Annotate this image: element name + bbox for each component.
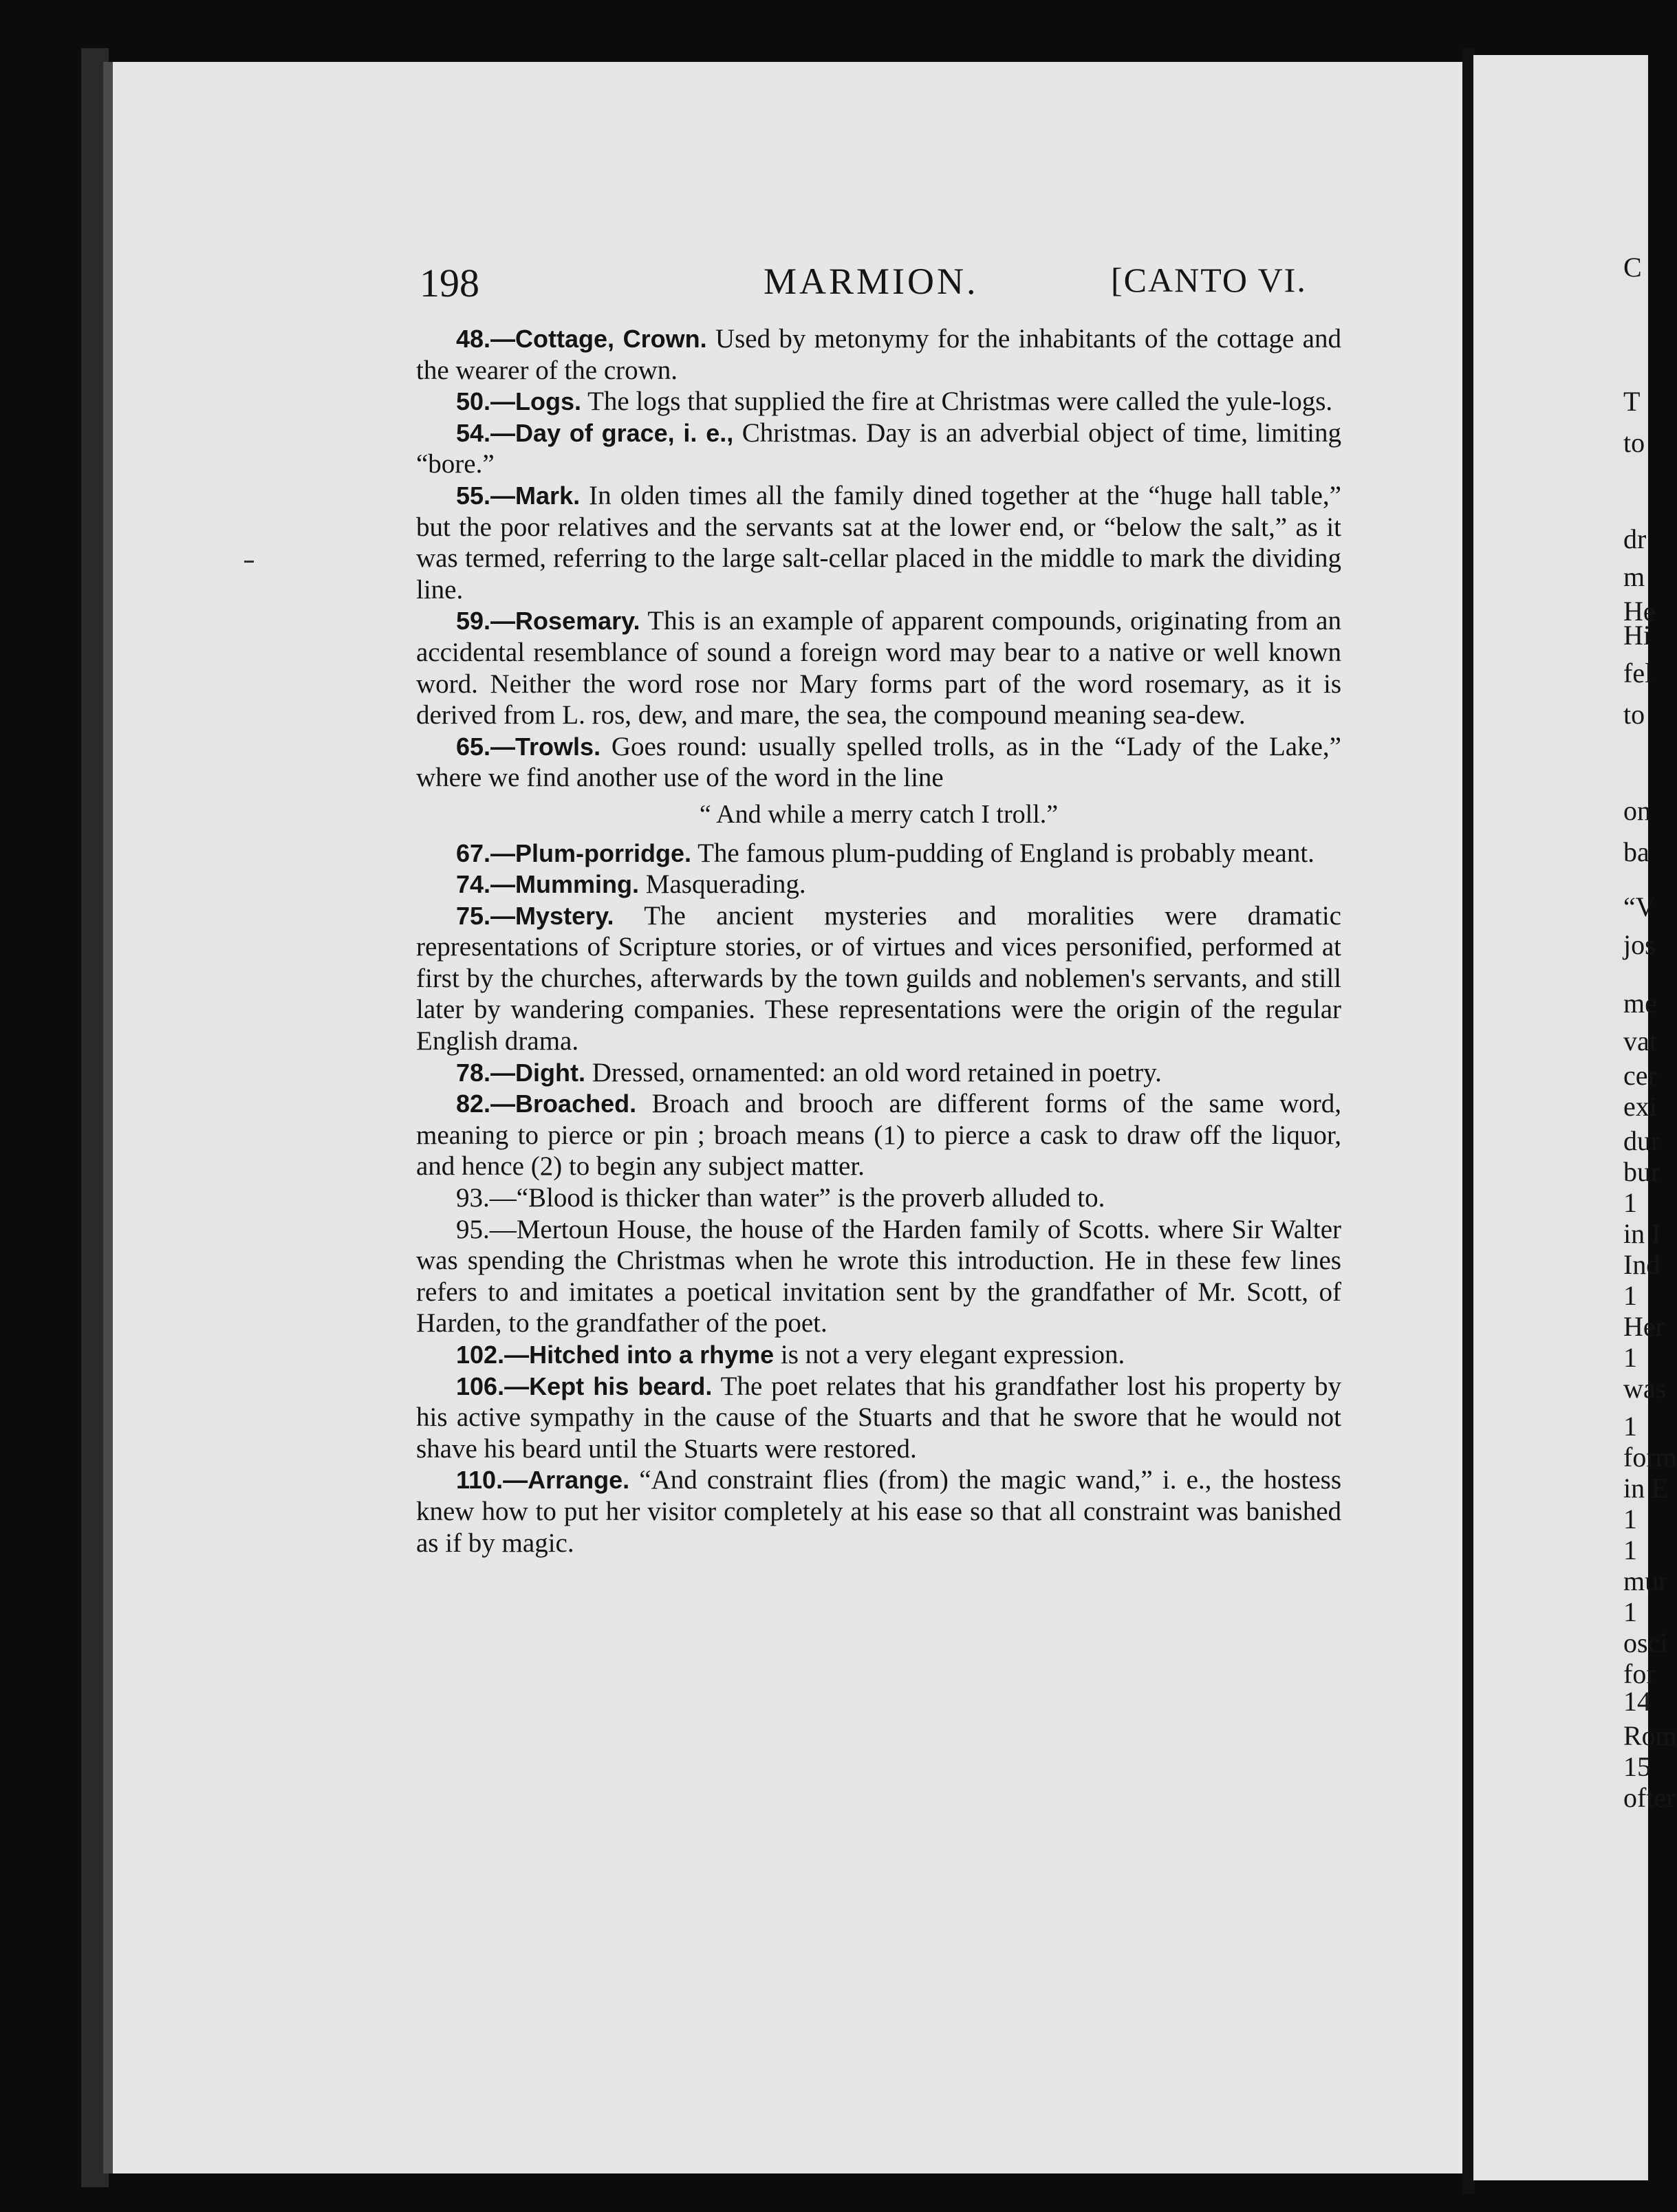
note-82: 82.—Broached. Broach and brooch are different forms of the same word, meaning to pierce or pin ; broach means (1) to pierce a cask to draw off the liquor, and hence (2) to begin any subject matter. xyxy=(416,1089,1341,1182)
facing-page-fragment: “V xyxy=(1623,891,1656,922)
facing-page-fragment: to xyxy=(1623,699,1645,730)
canto-label: [CANTO VI. xyxy=(1111,261,1307,299)
note-50: 50.—Logs. The logs that supplied the fire at Christmas were called the yule-logs. xyxy=(456,387,1333,417)
facing-page-fragment: was xyxy=(1623,1373,1667,1404)
note-95: 95.—Mertoun House, the house of the Harden family of Scotts. where Sir Walter was spending the Christmas when he wrote this introduction. He in these few lines refers to and imitates a poetical invitation sent by the grandfather of Mr. Scott, of Harden, to the grandfather of the poet. xyxy=(416,1214,1341,1338)
note-54: 54.—Day of grace, i. e., Christmas. Day is an adverbial object of time, limiting “bore.” xyxy=(416,418,1341,479)
quoted-line: “ And while a merry catch I troll.” xyxy=(699,799,1059,829)
facing-page-fragment: 1 xyxy=(1623,1342,1637,1373)
facing-page-fragment: 1 xyxy=(1623,1280,1637,1311)
note-106: 106.—Kept his beard. The poet relates that his grandfather lost his property by his active sympathy in the cause of the Stuarts and that he swore that he would not shave his beard until the Stuarts were restored. xyxy=(416,1371,1341,1464)
facing-page-fragment: C xyxy=(1623,252,1642,283)
facing-page-fragment: osci xyxy=(1623,1627,1668,1658)
note-110: 110.—Arrange. “And constraint flies (from) the magic wand,” i. e., the hostess knew how to put her visitor completely at his ease so that all constraint was banished as if by magic. xyxy=(416,1465,1341,1558)
facing-page-fragment: exi xyxy=(1623,1091,1657,1122)
facing-page-fragment: fel xyxy=(1623,658,1653,688)
note-74: 74.—Mumming. Masquerading. xyxy=(456,869,806,900)
facing-page-fragment: vat xyxy=(1623,1026,1657,1056)
note-65: 65.—Trowls. Goes round: usually spelled trolls, as in the “Lady of the Lake,” where we find another use of the word in the line xyxy=(416,731,1341,793)
facing-page-fragment: ofter xyxy=(1623,1782,1676,1813)
facing-page xyxy=(1473,55,1648,2180)
notes-body xyxy=(416,323,1341,1559)
facing-page-fragment: me xyxy=(1623,988,1657,1019)
facing-page-fragment: in E xyxy=(1623,1473,1669,1504)
margin-mark xyxy=(244,561,254,563)
facing-page-fragment: m xyxy=(1623,561,1645,592)
facing-page-fragment: T xyxy=(1623,386,1641,417)
facing-page-fragment: dur xyxy=(1623,1125,1660,1156)
facing-page-fragment: 1 xyxy=(1623,1504,1637,1535)
note-67: 67.—Plum-porridge. The famous plum-pudding of England is probably meant. xyxy=(456,838,1314,868)
facing-page-fragment: He xyxy=(1623,596,1656,627)
facing-page-fragment: Hi xyxy=(1623,620,1651,651)
facing-page-fragment: bur xyxy=(1623,1156,1660,1187)
facing-page-fragment: Her xyxy=(1623,1311,1665,1342)
facing-page-fragment: 1 xyxy=(1623,1535,1637,1565)
facing-page-fragment: ba xyxy=(1623,836,1649,867)
facing-page-fragment: Rom xyxy=(1623,1720,1677,1751)
facing-page-fragment: for xyxy=(1623,1658,1656,1689)
facing-page-fragment: dr xyxy=(1623,523,1647,554)
facing-page-fragment: in I xyxy=(1623,1218,1661,1249)
facing-page-fragment: Ind xyxy=(1623,1249,1660,1280)
facing-page-fragment: 1 xyxy=(1623,1187,1637,1218)
note-75: 75.—Mystery. The ancient mysteries and moralities were dramatic representations of Scripture stories, or of virtues and vices personified, performed at first by the churches, afterwards by the town guilds and noblemen's servants, and still later by wandering companies. These representations were the origin of the regular English drama. xyxy=(416,900,1341,1056)
facing-page-fragment: 15 xyxy=(1623,1751,1651,1782)
facing-page-fragment: on xyxy=(1623,795,1651,826)
note-55: 55.—Mark. In olden times all the family dined together at the “huge hall table,” but the poor relatives and the servants sat at the lower end, or “below the salt,” as it was termed, referring to the large salt-cellar placed in the middle to mark the dividing line. xyxy=(416,480,1341,605)
facing-page-fragment: 14 xyxy=(1623,1686,1651,1717)
note-78: 78.—Dight. Dressed, ornamented: an old word retained in poetry. xyxy=(456,1057,1162,1087)
note-48: 48.—Cottage, Crown. Used by metonymy for the inhabitants of the cottage and the wearer of the crown. xyxy=(416,324,1341,385)
facing-page-fragment: 1 xyxy=(1623,1596,1637,1627)
facing-page-fragment: form xyxy=(1623,1442,1677,1473)
note-102: 102.—Hitched into a rhyme is not a very elegant expression. xyxy=(456,1340,1125,1369)
page-header xyxy=(310,253,1341,322)
facing-page-fragment: to xyxy=(1623,427,1645,458)
facing-page-fragment: mur xyxy=(1623,1565,1668,1596)
note-93: 93.—“Blood is thicker than water” is the proverb alluded to. xyxy=(456,1183,1105,1213)
book-title: MARMION. xyxy=(764,261,979,302)
note-59: 59.—Rosemary. This is an example of apparent compounds, originating from an accidental resemblance of sound a foreign word may bear to a native or well known word. Neither the word rose nor Mary forms part of the word rosemary, as it is derived from L. ros, dew, and mare, the sea, the compound meaning sea-dew. xyxy=(416,606,1341,730)
page-number: 198 xyxy=(420,261,479,305)
facing-page-fragment: cer xyxy=(1623,1060,1657,1091)
facing-page-fragment: jos xyxy=(1623,929,1656,960)
facing-page-fragment: 1 xyxy=(1623,1411,1637,1442)
